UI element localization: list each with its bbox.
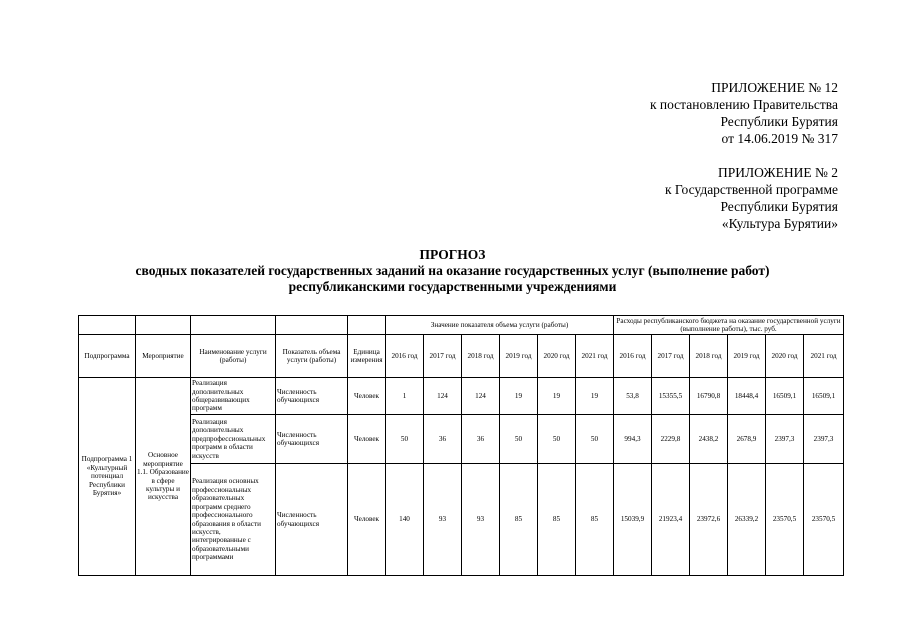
volume-cell: 93 xyxy=(424,464,462,576)
title-main: ПРОГНОЗ xyxy=(419,247,486,262)
unit-cell: Человек xyxy=(348,464,386,576)
volume-cell: 19 xyxy=(538,378,576,415)
header-service: Наименование услуги (работы) xyxy=(191,335,276,378)
header-volume-group: Значение показателя объема услуги (работы) xyxy=(386,316,614,335)
event-cell: Основное мероприятие 1.1. Образование в сфере культуры и искусства xyxy=(136,378,191,576)
volume-cell: 19 xyxy=(500,378,538,415)
volume-cell: 50 xyxy=(386,415,424,464)
volume-cell: 85 xyxy=(538,464,576,576)
header-indicator: Показатель объема услуги (работы) xyxy=(276,335,348,378)
attachment-12-resolution: к постановлению Правительства xyxy=(649,97,838,112)
expenses-cell: 23570,5 xyxy=(804,464,844,576)
expenses-cell: 23972,6 xyxy=(690,464,728,576)
volume-cell: 85 xyxy=(500,464,538,576)
header-volume-year: 2019 год xyxy=(500,335,538,378)
expenses-cell: 15039,9 xyxy=(614,464,652,576)
volume-cell: 1 xyxy=(386,378,424,415)
header-empty-cell xyxy=(136,316,191,335)
volume-cell: 50 xyxy=(576,415,614,464)
forecast-table xyxy=(78,315,844,576)
unit-cell: Человек xyxy=(348,378,386,415)
volume-cell: 85 xyxy=(576,464,614,576)
service-cell: Реализация основных профессиональных образовательных программ среднего профессионального образования в области искусств, интегрированные с образовательными программами xyxy=(191,464,276,576)
header-event: Мероприятие xyxy=(136,335,191,378)
volume-cell: 50 xyxy=(500,415,538,464)
header-empty-cell xyxy=(79,316,136,335)
header-subprogram: Подпрограмма xyxy=(79,335,136,378)
expenses-cell: 16790,8 xyxy=(690,378,728,415)
attachment-2-program-name: «Культура Бурятии» xyxy=(721,216,838,231)
expenses-cell: 2397,3 xyxy=(804,415,844,464)
volume-cell: 19 xyxy=(576,378,614,415)
header-volume-year: 2020 год xyxy=(538,335,576,378)
attachment-12-republic: Республики Бурятия xyxy=(720,114,838,129)
attachment-2-number: ПРИЛОЖЕНИЕ № 2 xyxy=(717,165,838,180)
expenses-cell: 23570,5 xyxy=(766,464,804,576)
expenses-cell: 2438,2 xyxy=(690,415,728,464)
expenses-cell: 15355,5 xyxy=(652,378,690,415)
indicator-cell: Численность обучающихся xyxy=(276,415,348,464)
expenses-cell: 16509,1 xyxy=(766,378,804,415)
expenses-cell: 21923,4 xyxy=(652,464,690,576)
attachment-12-date: от 14.06.2019 № 317 xyxy=(721,131,838,146)
title-subtitle-2: республиканскими государственными учреждениями xyxy=(288,279,617,294)
service-cell: Реализация дополнительных общеразвивающих программ xyxy=(191,378,276,415)
header-empty-cell xyxy=(191,316,276,335)
header-expenses-year: 2021 год xyxy=(804,335,844,378)
expenses-cell: 18448,4 xyxy=(728,378,766,415)
indicator-cell: Численность обучающихся xyxy=(276,378,348,415)
expenses-cell: 2678,9 xyxy=(728,415,766,464)
volume-cell: 140 xyxy=(386,464,424,576)
expenses-cell: 16509,1 xyxy=(804,378,844,415)
header-unit: Единица измерения xyxy=(348,335,386,378)
header-empty-cell xyxy=(276,316,348,335)
expenses-cell: 2397,3 xyxy=(766,415,804,464)
volume-cell: 50 xyxy=(538,415,576,464)
header-expenses-year: 2019 год xyxy=(728,335,766,378)
header-expenses-year: 2018 год xyxy=(690,335,728,378)
table-header-row-columns xyxy=(79,335,844,378)
expenses-cell: 53,8 xyxy=(614,378,652,415)
attachment-2-block xyxy=(665,164,838,232)
header-expenses-year: 2016 год xyxy=(614,335,652,378)
volume-cell: 36 xyxy=(424,415,462,464)
header-expenses-group: Расходы республиканского бюджета на оказание государственной услуги (выполнение работы), тыс. руб. xyxy=(614,316,844,335)
header-empty-cell xyxy=(348,316,386,335)
title-subtitle-1: сводных показателей государственных заданий на оказание государственных услуг (выполнение работ) xyxy=(135,263,770,278)
subprogram-cell: Подпрограмма 1 «Культурный потенциал Республики Бурятия» xyxy=(79,378,136,576)
header-volume-year: 2016 год xyxy=(386,335,424,378)
header-expenses-year: 2017 год xyxy=(652,335,690,378)
expenses-cell: 994,3 xyxy=(614,415,652,464)
volume-cell: 124 xyxy=(424,378,462,415)
indicator-cell: Численность обучающихся xyxy=(276,464,348,576)
document-title xyxy=(0,247,905,295)
attachment-12-number: ПРИЛОЖЕНИЕ № 12 xyxy=(711,80,838,95)
table-header-row-groups xyxy=(79,316,844,335)
expenses-cell: 2229,8 xyxy=(652,415,690,464)
header-expenses-year: 2020 год xyxy=(766,335,804,378)
service-cell: Реализация дополнительных предпрофессиональных программ в области искусств xyxy=(191,415,276,464)
header-volume-year: 2017 год xyxy=(424,335,462,378)
expenses-cell: 26339,2 xyxy=(728,464,766,576)
volume-cell: 36 xyxy=(462,415,500,464)
attachment-2-program: к Государственной программе xyxy=(664,182,838,197)
header-volume-year: 2021 год xyxy=(576,335,614,378)
attachment-2-republic: Республики Бурятия xyxy=(720,199,838,214)
table-row xyxy=(79,415,844,464)
volume-cell: 93 xyxy=(462,464,500,576)
table-row xyxy=(79,378,844,415)
volume-cell: 124 xyxy=(462,378,500,415)
header-volume-year: 2018 год xyxy=(462,335,500,378)
unit-cell: Человек xyxy=(348,415,386,464)
table-row xyxy=(79,464,844,576)
attachment-12-block xyxy=(650,79,838,147)
